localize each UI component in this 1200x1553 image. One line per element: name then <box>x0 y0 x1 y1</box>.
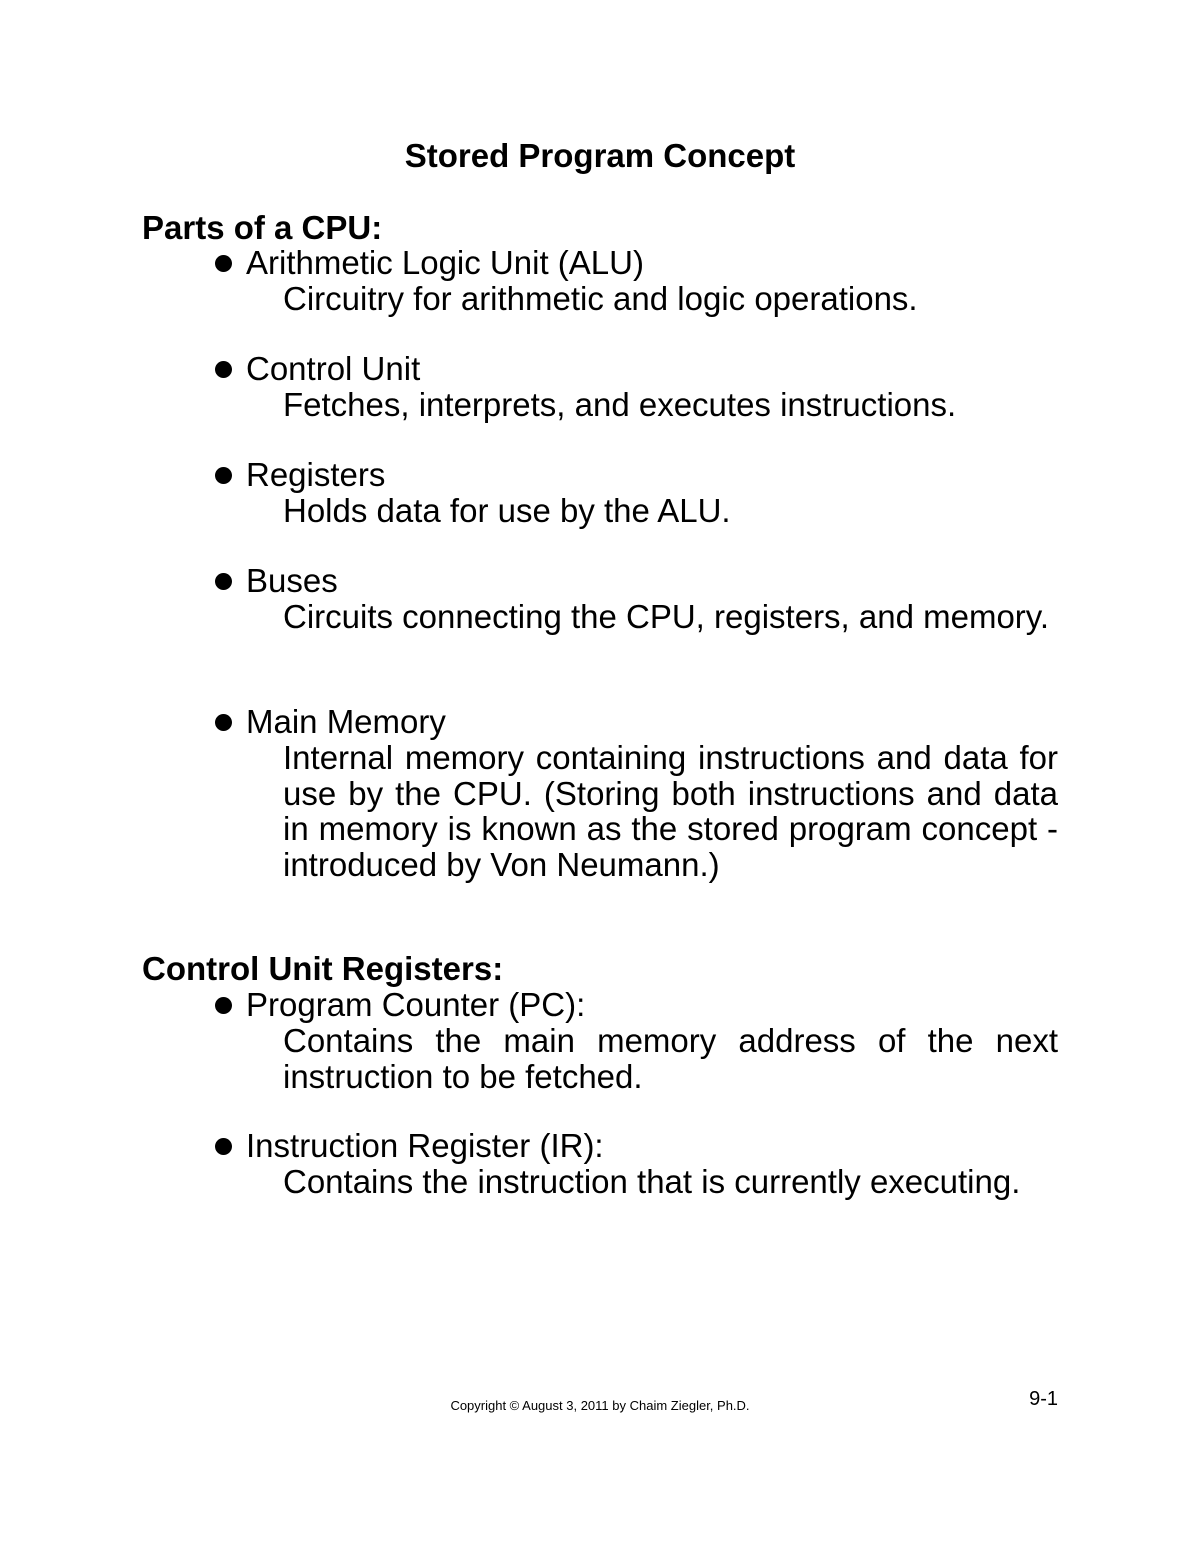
list-item-buses <box>215 563 1060 635</box>
bullet-icon <box>215 997 232 1014</box>
item-head <box>215 457 1060 493</box>
item-term: Registers <box>246 456 386 493</box>
item-head <box>215 987 1060 1023</box>
item-term: Main Memory <box>246 703 446 740</box>
item-term: Arithmetic Logic Unit (ALU) <box>246 244 644 281</box>
item-description: Internal memory containing instructions and data for use by the CPU. (Storing both instructions and data in memory is known as the stored program concept - introduced by Von Neumann.) <box>283 739 1058 883</box>
item-description: Circuitry for arithmetic and logic operations. <box>283 280 918 317</box>
item-head <box>215 351 1060 387</box>
item-description: Circuits connecting the CPU, registers, and memory. <box>283 598 1050 635</box>
item-head <box>215 704 1060 740</box>
bullet-icon <box>215 714 232 731</box>
list-item-control-unit <box>215 351 1060 423</box>
bullet-icon <box>215 467 232 484</box>
bullet-icon <box>215 573 232 590</box>
item-description: Contains the instruction that is currently executing. <box>283 1163 1021 1200</box>
item-description: Contains the main memory address of the next instruction to be fetched. <box>283 1022 1058 1095</box>
bullet-icon <box>215 255 232 272</box>
item-term: Buses <box>246 562 338 599</box>
item-head <box>215 1128 1060 1164</box>
list-item-registers <box>215 457 1060 529</box>
bullet-icon <box>215 361 232 378</box>
footer-copyright: Copyright © August 3, 2011 by Chaim Ziegler, Ph.D. <box>450 1398 750 1413</box>
section-heading-parts-of-cpu: Parts of a CPU: <box>142 209 383 246</box>
page-number: 9-1 <box>1029 1388 1058 1410</box>
list-item-program-counter <box>215 987 1060 1094</box>
item-term: Program Counter (PC): <box>246 986 586 1023</box>
item-term: Instruction Register (IR): <box>246 1127 604 1164</box>
item-term: Control Unit <box>246 350 421 387</box>
item-head <box>215 245 1060 281</box>
item-description: Holds data for use by the ALU. <box>283 492 731 529</box>
page-title: Stored Program Concept <box>404 137 796 174</box>
section-heading-control-unit-registers: Control Unit Registers: <box>142 950 504 987</box>
item-head <box>215 563 1060 599</box>
list-item-main-memory <box>215 704 1060 882</box>
item-description: Fetches, interprets, and executes instructions. <box>283 386 957 423</box>
list-item-alu <box>215 245 1060 317</box>
bullet-icon <box>215 1138 232 1155</box>
list-item-instruction-register <box>215 1128 1060 1200</box>
